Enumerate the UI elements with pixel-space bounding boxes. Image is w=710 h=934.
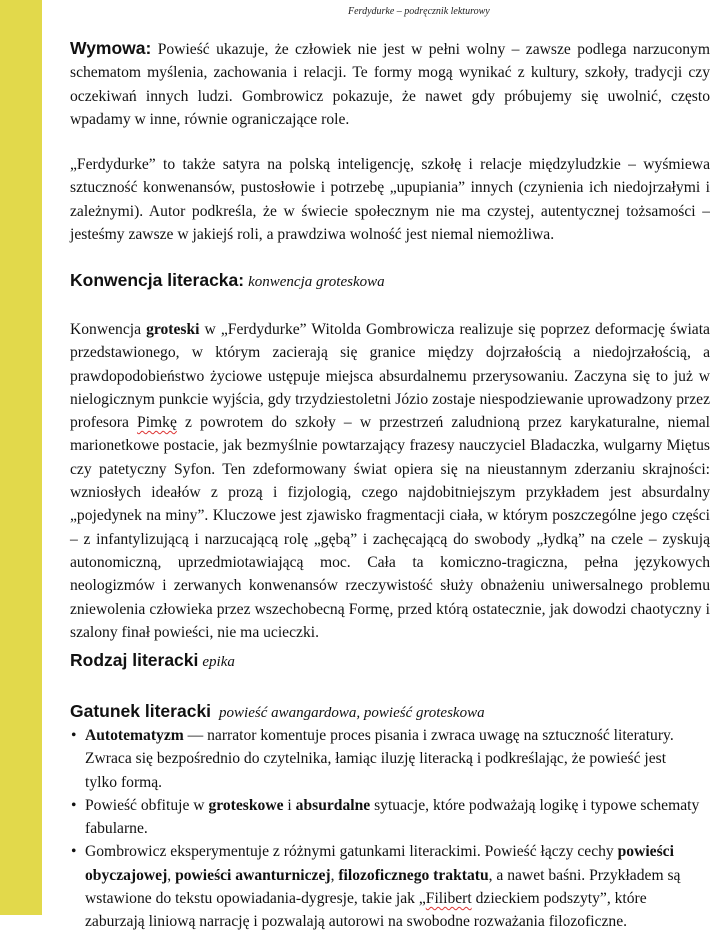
bullet-bold-term: Autotematyzm (85, 727, 184, 744)
konwencja-bold-term: groteski (146, 321, 200, 338)
rodzaj-label: Rodzaj literacki (70, 650, 199, 670)
document-page (42, 0, 710, 931)
bullet-text: Gombrowicz eksperymentuje z różnymi gatunkami literackimi. Powieść łączy cechy (85, 843, 618, 861)
bullet-text: i (283, 796, 296, 814)
wymowa-paragraph (70, 37, 710, 131)
bullet-text: , (330, 866, 339, 884)
spellcheck-word: Filibert (425, 890, 472, 908)
rodzaj-value: epika (202, 654, 235, 670)
gatunek-heading (70, 701, 485, 722)
bullet-bold-term: powieści obyczajowej (85, 843, 674, 884)
konwencja-heading (70, 270, 385, 291)
konwencja-text-3: z powrotem do szkoły – w przestrzeń zaludnioną przez karykaturalne, niemal marionetkowe postacie, jak bezmyślnie powtarzający frazesy nauczyciel Bladaczka, wulgarny Miętus czy patetyczny Syfon. Ten zdeformowany świat opiera się na nieustannym zderzaniu skrajności: wzniosłych ideałów z prozą i fizjologią, czego najdobitniejszym przykładem jest absurdalny „pojedynek na miny”. Kluczowe jest zjawisko fragmentacji ciała, w którym poszczególne jego części – z infantylizującą i narzucającą rolę „gębą” i zachęcającą do swobody „łydką” na czele – zyskują autonomiczną, uprzedmiotawiającą moc. Cała ta komiczno-tragiczna, pełna językowych neologizmów i zerwanych konwenansów rzeczywistość służy obnażeniu uniwersalnego problemu zniewolenia człowieka przez wszechobecną Formę, przed którą ostatecznie, jak dowodzi chaotyczny i szalony finał powieści, nie ma ucieczki. (70, 414, 710, 641)
satire-paragraph: „Ferdydurke” to także satyra na polską inteligencję, szkołę i relacje międzyludzkie – wyśmiewa sztuczność konwenansów, pustosłowie i potrzebę „upupiania” innych (czynienia ich niedojrzałymi i zależnymi). Autor podkreśla, że w świecie społecznym nie ma czystej, autentycznej tożsamości – jesteśmy zawsze w jakiejś roli, a prawdziwa wolność jest niemal niemożliwa. (70, 156, 710, 243)
konwencja-paragraph (70, 318, 710, 644)
bullet-bold-term: absurdalne (295, 796, 371, 814)
bullet-bold-term: filozoficznego traktatu (338, 866, 489, 884)
gatunek-bullet-list (70, 724, 700, 934)
list-item (70, 724, 700, 794)
konwencja-text-2: w „Ferdydurke” Witolda Gombrowicza realizuje się poprzez deformację świata przedstawionego, w którym zacierają się granice między dojrzałością a niedojrzałością, a prawdopodobieństwo życiowe ustępuje miejsca absurdalnemu przerysowaniu. Zaczyna się to już w nielogicznym punkcie wyjścia, gdy trzydziestoletni Józio zostaje niespodziewanie uprowadzony przez profesora (70, 321, 710, 432)
list-item (70, 840, 700, 933)
bullet-text: , a nawet baśni. Przykładem są wstawione do tekstu opowiadania-dygresje, takie jak „ (85, 866, 681, 908)
wymowa-label: Wymowa: (70, 38, 152, 58)
sidebar-accent-bar (0, 0, 42, 915)
konwencja-label: Konwencja literacka: (70, 270, 245, 290)
list-item (70, 794, 700, 841)
bullet-text: Powieść obfituje w (85, 796, 209, 814)
gatunek-label: Gatunek literacki (70, 701, 212, 721)
bullet-bold-term: groteskowe (208, 796, 284, 814)
konwencja-text-1: Konwencja (70, 321, 147, 338)
bullet-bold-term: powieści awanturniczej (175, 866, 331, 884)
bullet-text: — narrator komentuje proces pisania i zwraca uwagę na sztuczność literatury. Zwraca się bezpośrednio do czytelnika, łamiąc iluzję literacką i podkreślając, że powieść jest tylko formą. (85, 727, 674, 791)
wymowa-text: Powieść ukazuje, że człowiek nie jest w pełni wolny – zawsze podlega narzuconym schematom myślenia, zachowania i relacji. Te formy mogą wynikać z kultury, szkoły, tradycji czy oczekiwań innych ludzi. Gombrowicz pokazuje, że nawet gdy próbujemy się uwolnić, często wpadamy w inne, równie ograniczające role. (70, 41, 710, 128)
bullet-text: , (167, 866, 176, 884)
bullet-text: dzieckiem podszyty”, które zaburzają liniową narrację i pozwalają autorowi na swobodne rozważania filozoficzne. (85, 890, 647, 931)
spellcheck-word: Pimkę (137, 414, 177, 432)
bullet-text: sytuacje, które podważają logikę i typowe schematy fabularne. (85, 796, 700, 838)
running-head: Ferdydurke – podręcznik lekturowy (348, 6, 490, 17)
rodzaj-heading (70, 650, 235, 671)
konwencja-value: konwencja groteskowa (248, 274, 385, 290)
gatunek-value: powieść awangardowa, powieść groteskowa (219, 705, 485, 721)
